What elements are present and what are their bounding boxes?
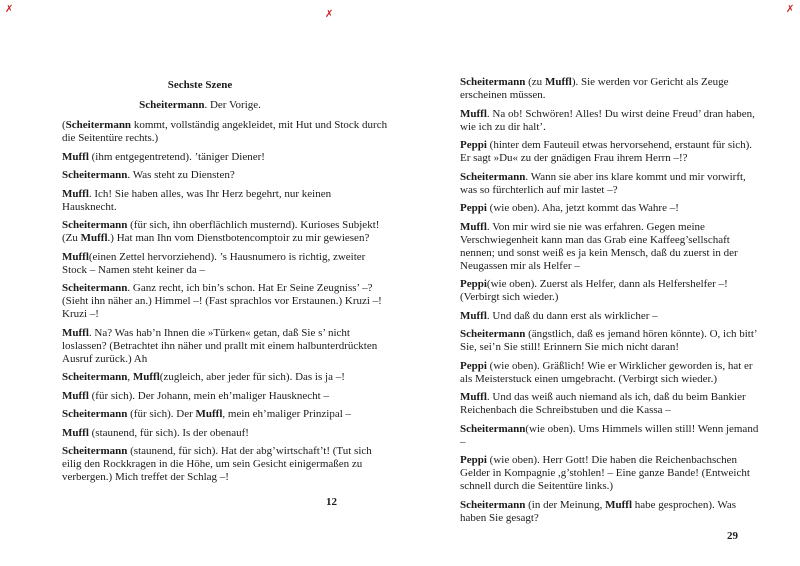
dialogue-paragraph: Scheitermann (staunend, für sich). Hat der abg’wirtschaft’t! (Tut sich eilig den Rockkragen in die Höhe, um sein Gesicht einigermaßen zu verbergen.) Mich treffet der Schlag –! <box>62 445 372 483</box>
character-name: Muffl <box>460 391 487 403</box>
character-name: Sechste Szene <box>167 79 233 91</box>
character-name: Scheitermann <box>460 422 526 435</box>
dialogue-paragraph: Muffl (ihm entgegentretend). ’täniger Diener! <box>62 150 265 163</box>
page-left-text <box>62 79 388 484</box>
page-number: 29 <box>727 530 738 542</box>
dialogue-paragraph: Muffl. Und daß du dann erst als wirklicher – <box>460 309 658 322</box>
character-name: Scheitermann <box>460 328 526 340</box>
page-number: 12 <box>326 496 337 508</box>
dialogue-paragraph: Muffl. Na ob! Schwören! Alles! Du wirst deine Freud’ dran haben, wie ich zu dir halt’. <box>460 107 755 133</box>
character-name: Scheitermann <box>460 76 526 88</box>
dialogue-paragraph: Muffl. Und das weiß auch niemand als ich, daß du beim Bankier Reichenbach die Schreibstuben und die Kassa – <box>460 391 746 416</box>
dialogue-paragraph: (Scheitermann kommt, vollständig angekleidet, mit Hut und Stock durch die Seitentüre rechts.) <box>62 119 388 144</box>
dialogue-paragraph: Scheitermann (in der Meinung, Muffl habe gesprochen). Was haben Sie gesagt? <box>460 498 736 524</box>
character-name: Scheitermann <box>139 99 205 111</box>
dialogue-paragraph: Scheitermann (ängstlich, daß es jemand hören könnte). O, ich bitt’ Sie, sei’n Sie still! Erinnern Sie mich nicht daran! <box>460 328 757 353</box>
character-name: Peppi <box>460 454 487 466</box>
dialogue-paragraph: Muffl. Ich! Sie haben alles, was Ihr Herz begehrt, nur keinen Hausknecht. <box>62 187 332 213</box>
character-name: Scheitermann <box>62 219 128 231</box>
character-name: Scheitermann <box>460 498 526 511</box>
character-name: Scheitermann <box>62 282 128 294</box>
character-name: Muffl <box>62 326 89 339</box>
character-name: Muffl <box>544 76 572 88</box>
scene-heading: Scheitermann. Der Vorige. <box>139 99 261 111</box>
dialogue-paragraph: Peppi (wie oben). Herr Gott! Die haben die Reichenbachschen Gelder in Kompagnie ,g’stohlen! – Eine ganze Bande! (Entweicht schnell durch die Seitentüre links.) <box>460 454 750 492</box>
dialogue-paragraph: Peppi (hinter dem Fauteuil etwas hervorsehend, erstaunt für sich). Er sagt »Du« zu der gnädigen Frau ihrem Herrn –!? <box>460 139 753 164</box>
character-name: Scheitermann <box>65 119 132 131</box>
character-name: Muffl <box>605 498 633 511</box>
dialogue-paragraph: Scheitermann (für sich). Der Muffl, mein eh’maliger Prinzipal – <box>62 408 352 420</box>
broken-image-icon[interactable]: ✗ <box>5 4 14 15</box>
character-name: Muffl <box>132 371 160 383</box>
dialogue-paragraph: Muffl (für sich). Der Johann, mein eh’maliger Hausknecht – <box>62 389 329 402</box>
broken-image-icon[interactable]: ✗ <box>786 4 795 15</box>
dialogue-paragraph: Scheitermann, Muffl(zugleich, aber jeder für sich). Das is ja –! <box>62 371 345 383</box>
broken-image-icon[interactable]: ✗ <box>325 9 334 20</box>
page-left <box>62 79 388 509</box>
dialogue-paragraph: Scheitermann. Ganz recht, ich bin’s schon. Hat Er Seine Zeugniss’ –? (Sieht ihn näher an.) Himmel –! (Fast sprachlos vor Erstaunen.) Kruzi –! Kruzi –! <box>62 282 382 320</box>
character-name: Scheitermann <box>62 371 128 383</box>
dialogue-paragraph: Peppi(wie oben). Zuerst als Helfer, dann als Helfershelfer –! (Verbirgt sich wieder.) <box>460 278 728 303</box>
character-name: Muffl <box>62 250 89 263</box>
dialogue-paragraph: Muffl. Na? Was hab’n Ihnen die »Türken« getan, daß Sie s’ nicht loslassen? (Betrachtet ihn näher und prallt mit einem halbunterdrückten Ausruf zurück.) Ah <box>62 326 378 365</box>
character-name: Muffl <box>460 309 487 322</box>
character-name: Scheitermann <box>62 408 128 420</box>
character-name: Peppi <box>460 139 487 151</box>
dialogue-paragraph: Scheitermann (zu Muffl). Sie werden vor Gericht als Zeuge erscheinen müssen. <box>460 76 729 101</box>
dialogue-paragraph: Peppi (wie oben). Gräßlich! Wie er Wirklicher geworden is, hat er als Meisterstuck einen umgebracht. (Verbirgt sich wieder.) <box>460 359 753 385</box>
dialogue-paragraph: Muffl (staunend, für sich). Is der obenauf! <box>62 426 249 439</box>
character-name: Scheitermann <box>62 445 128 457</box>
dialogue-paragraph: Scheitermann. Wann sie aber ins klare kommt und mir vorwirft, was so fürchterlich auf mir lastet –? <box>460 170 746 196</box>
dialogue-paragraph: Scheitermann(wie oben). Ums Himmels willen still! Wenn jemand – <box>460 422 759 448</box>
dialogue-paragraph: Muffl(einen Zettel hervorziehend). ’s Hausnumero is richtig, zweiter Stock – Namen steht keiner da – <box>62 250 366 276</box>
page-right <box>460 76 763 543</box>
character-name: Peppi <box>460 359 487 372</box>
character-name: Muffl <box>62 187 89 200</box>
dialogue-paragraph: Peppi (wie oben). Aha, jetzt kommt das Wahre –! <box>460 202 679 214</box>
scene-heading <box>62 79 388 92</box>
character-name: Muffl <box>80 232 108 244</box>
character-name: Muffl <box>62 426 89 439</box>
character-name: Scheitermann <box>460 170 526 183</box>
character-name: Peppi <box>460 278 487 290</box>
character-name: Peppi <box>460 202 487 214</box>
character-name: Muffl <box>195 408 223 420</box>
character-name: Muffl <box>460 220 487 233</box>
character-name: Muffl <box>62 150 89 163</box>
character-name: Muffl <box>460 107 487 120</box>
dialogue-paragraph: Scheitermann. Was steht zu Diensten? <box>62 169 235 181</box>
page-right-text <box>460 76 763 525</box>
character-name: Muffl <box>62 389 89 402</box>
dialogue-paragraph: Muffl. Von mir wird sie nie was erfahren. Gegen meine Verschwiegenheit kann man das Grab eine Kaffeeg’sellschaft nennen; und sonst weiß es ja kein Mensch, daß du zuerst in der Neugassen mir als Helfer – <box>460 220 738 272</box>
character-name: Scheitermann <box>62 169 128 181</box>
dialogue-paragraph: Scheitermann (für sich, ihn oberflächlich musternd). Kurioses Subjekt! (Zu Muffl.) Hat man Ihn vom Dienstbotencomptoir zu mir gewiesen? <box>62 219 380 244</box>
